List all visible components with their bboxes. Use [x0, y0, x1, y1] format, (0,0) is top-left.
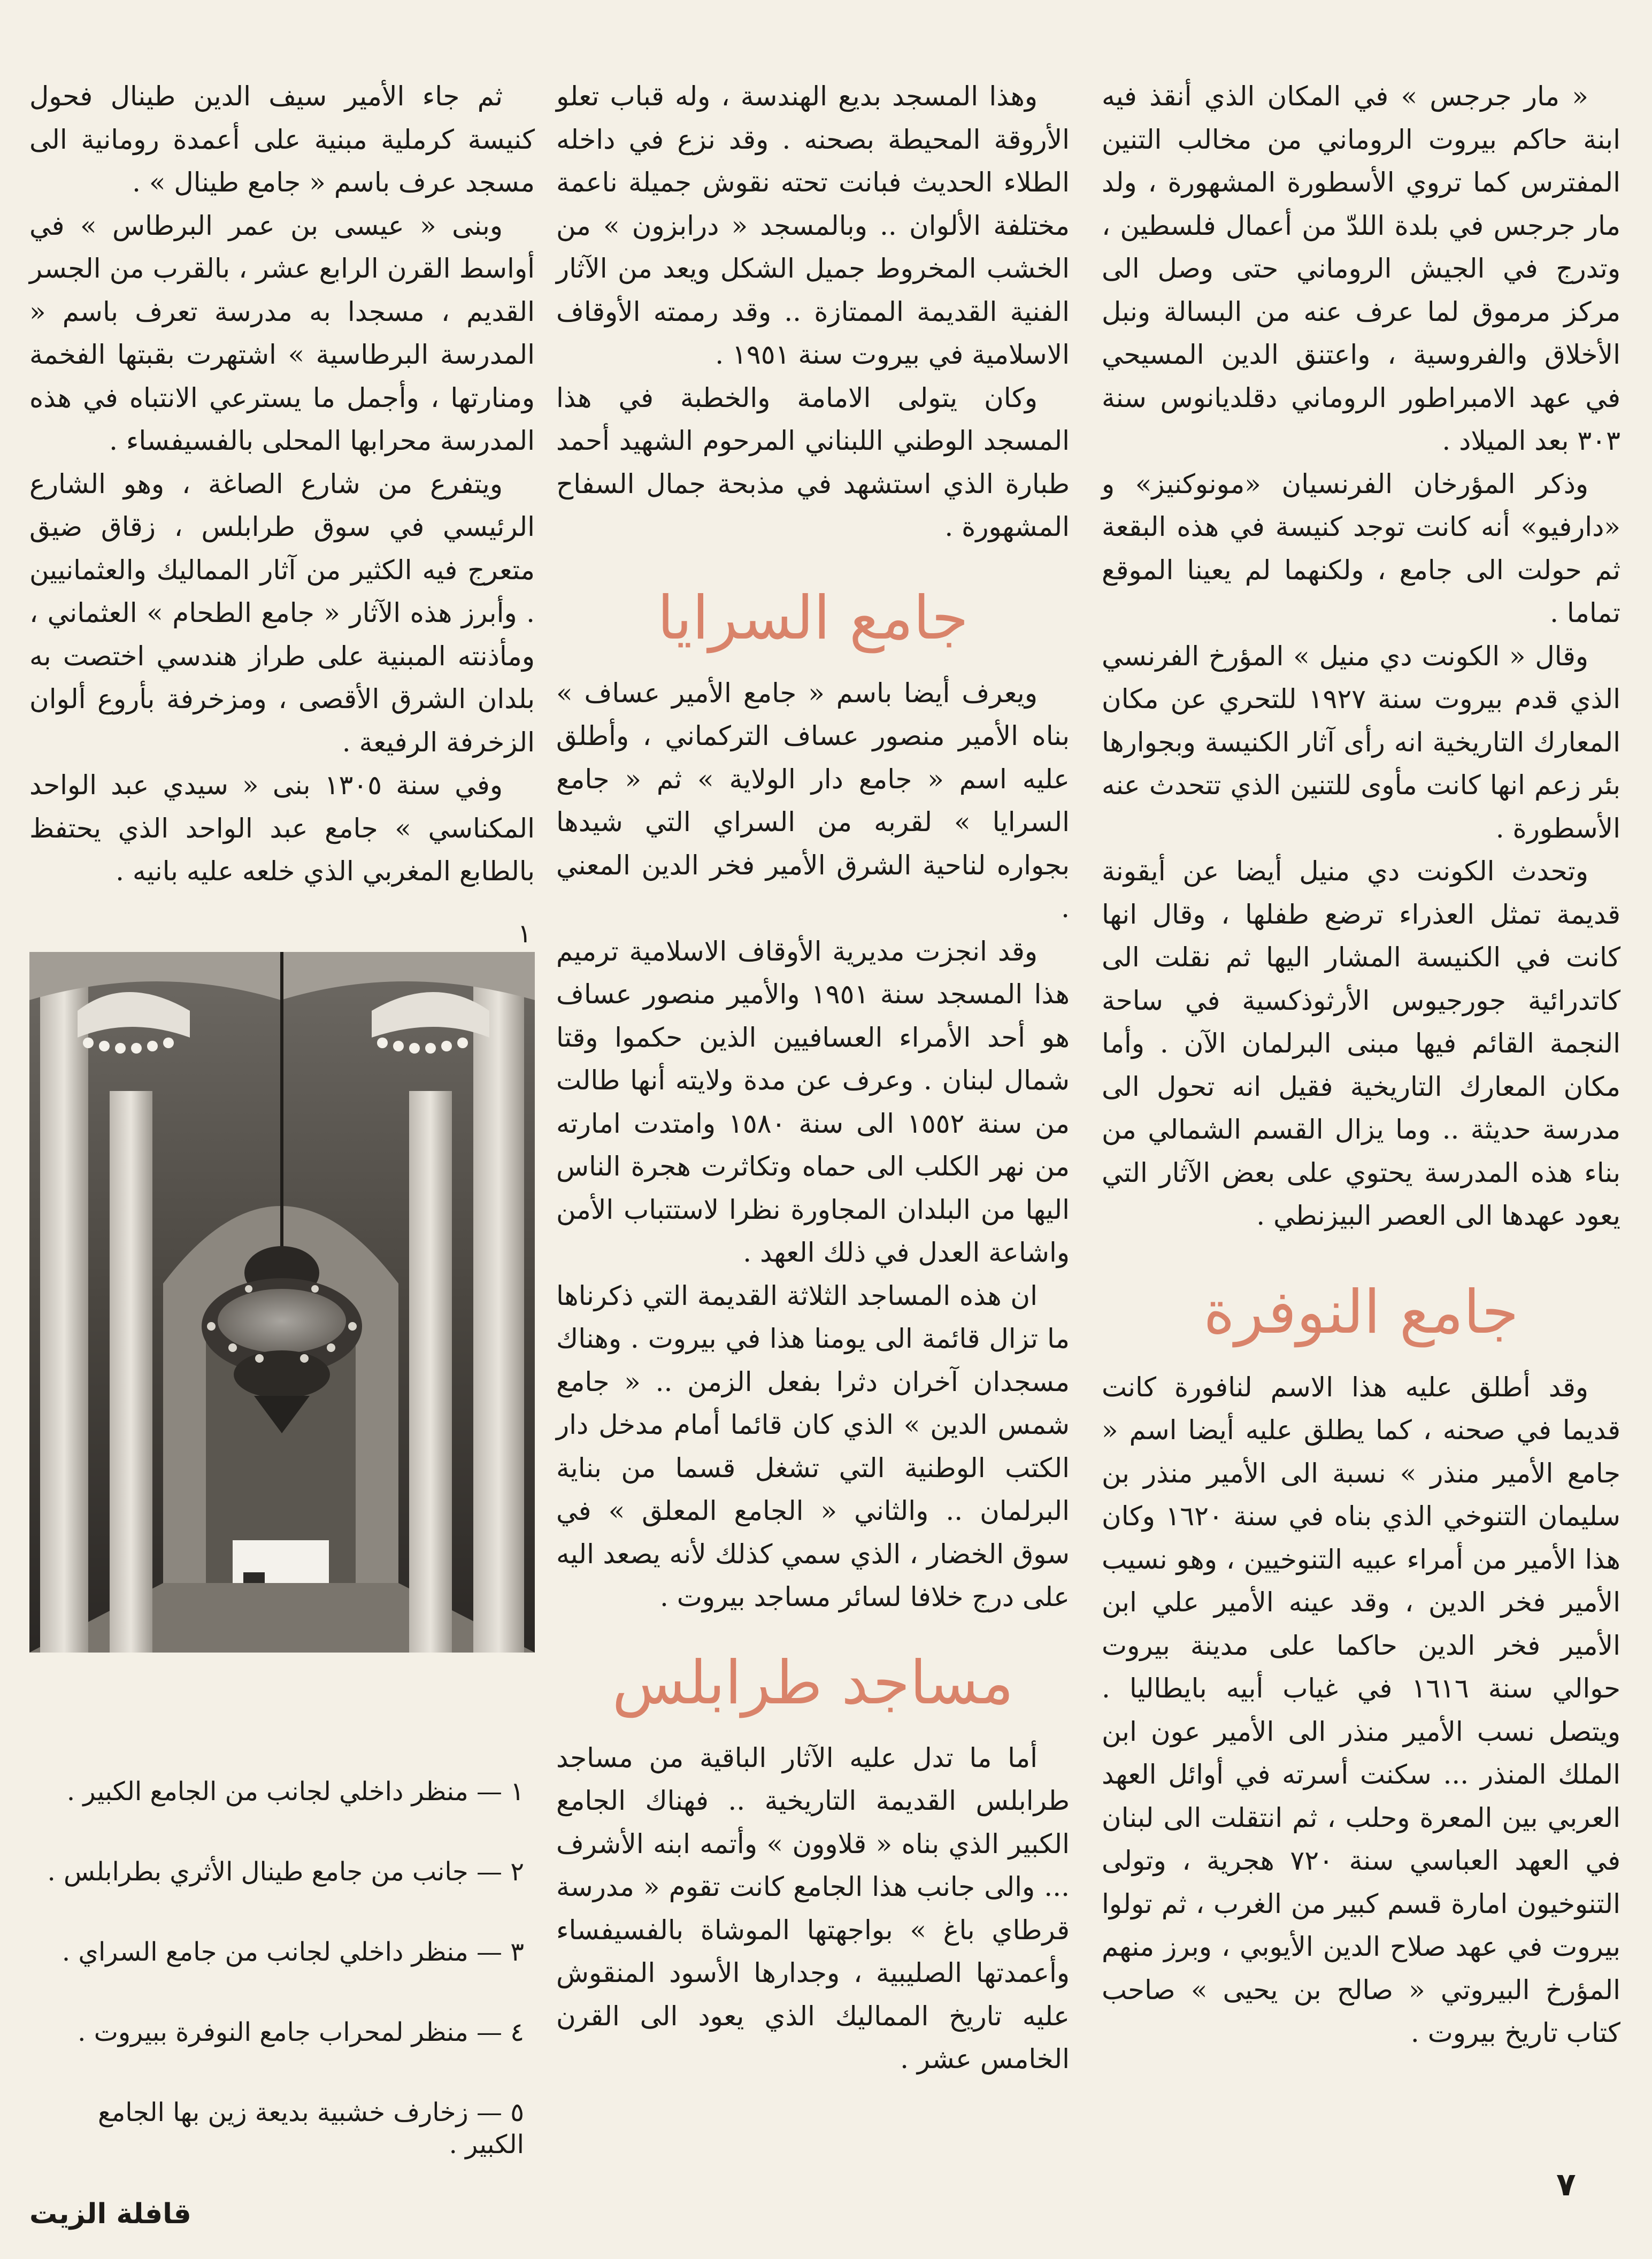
- caption: ٤ — منظر لمحراب جامع النوفرة ببيروت .: [78, 2017, 524, 2047]
- paragraph: « مار جرجس » في المكان الذي أنقذ فيه ابنة حاكم بيروت الروماني من مخالب التنين المفترس كما تروي الأسطورة المشهورة ، ولد مار جرجس في بلدة اللدّ من أعمال فلسطين ، وتدرج في الجيش الروماني حتى وصل الى مركز مرموق لما عرف عنه من البسالة ونبل الأخلاق والفروسية ، واعتنق الدين المسيحي في عهد الامبراطور الروماني دقلديانوس سنة ٣٠٣ بعد الميلاد .: [1102, 81, 1620, 456]
- mosque-interior-photo: [29, 952, 535, 1653]
- paragraph: وهذا المسجد بديع الهندسة ، وله قباب تعلو الأروقة المحيطة بصحنه . وقد نزع في داخله الطلاء الحديث فبانت تحته نقوش جميلة ناعمة مختلفة الألوان .. وبالمسجد « درابزون » من الخشب المخروط جميل الشكل ويعد من الآثار الفنية القديمة الممتازة .. وقد رممته الأوقاف الاسلامية في بيروت سنة ١٩٥١ .: [556, 81, 1070, 370]
- article-column-right: [1102, 75, 1620, 2055]
- paragraph: ويعرف أيضا باسم « جامع الأمير عساف » بناه الأمير منصور عساف التركماني ، وأطلق عليه اسم « جامع دار الولاية » ثم « جامع السرايا » لقربه من السراي التي شيدها بجواره لناحية الشرق الأمير فخر الدين المعني .: [556, 677, 1070, 924]
- photo-captions: [43, 1776, 524, 2209]
- photo-number: ١: [518, 919, 532, 949]
- page-number: ٧: [1556, 2166, 1576, 2203]
- magazine-title: قافلة الزيت: [29, 2198, 191, 2230]
- paragraph: وقد انجزت مديرية الأوقاف الاسلامية ترميم هذا المسجد سنة ١٩٥١ والأمير منصور عساف هو أحد الأمراء العسافيين الذين حكموا وقتا شمال لبنان . وعرف عن مدة ولايته أنها طالت من سنة ١٥٥٢ الى سنة ١٥٨٠ وامتدت امارته من نهر الكلب الى حماه وتكاثرت هجرة الناس اليها من البلدان المجاورة نظرا لاستتباب الأمن واشاعة العدل في ذلك العهد .: [556, 935, 1070, 1268]
- paragraph: وكان يتولى الامامة والخطبة في هذا المسجد الوطني اللبناني المرحوم الشهيد أحمد طبارة الذي استشهد في مذبحة جمال السفاح المشهورة .: [556, 382, 1070, 542]
- section-heading-tripoli: مساجد طرابلس: [612, 1648, 1014, 1718]
- paragraph: وبنى « عيسى بن عمر البرطاس » في أواسط القرن الرابع عشر ، بالقرب من الجسر القديم ، مسجدا به مدرسة تعرف باسم « المدرسة البرطاسية » اشتهرت بقبتها الفخمة ومنارتها ، وأجمل ما يسترعي الانتباه في هذه المدرسة محرابها المحلى بالفسيفساء .: [29, 210, 535, 456]
- caption: ١ — منظر داخلي لجانب من الجامع الكبير .: [66, 1777, 524, 1807]
- paragraph: أما ما تدل عليه الآثار الباقية من مساجد طرابلس القديمة التاريخية .. فهناك الجامع الكبير الذي بناه « قلاوون » وأتمه ابنه الأشرف ... والى جانب هذا الجامع كانت تقوم « مدرسة قرطاي باغ » بواجهتها الموشاة بالفسيفساء وأعمدتها الصليبية ، وجدارها الأسود المنقوش عليه تاريخ المماليك الذي يعود الى القرن الخامس عشر .: [556, 1742, 1070, 2074]
- paragraph: ان هذه المساجد الثلاثة القديمة التي ذكرناها ما تزال قائمة الى يومنا هذا في بيروت . وهناك مسجدان آخران دثرا بفعل الزمن .. « جامع شمس الدين » الذي كان قائما أمام مدخل دار الكتب الوطنية التي تشغل قسما من بناية البرلمان .. والثاني « الجامع المعلق » في سوق الخضار ، الذي سمي كذلك لأنه يصعد اليه على درج خلافا لسائر مساجد بيروت .: [556, 1280, 1070, 1612]
- paragraph: وذكر المؤرخان الفرنسيان «مونوكنيز» و «دارفيو» أنه كانت توجد كنيسة في هذه البقعة ثم حولت الى جامع ، ولكنهما لم يعينا الموقع تماما .: [1102, 468, 1620, 628]
- paragraph: ويتفرع من شارع الصاغة ، وهو الشارع الرئيسي في سوق طرابلس ، زقاق ضيق متعرج فيه الكثير من آثار المماليك والعثمانيين . وأبرز هذه الآثار « جامع الطحام » العثماني ، ومأذنته المبنية على طراز هندسي اختصت به بلدان الشرق الأقصى ، ومزخرفة بأروع ألوان الزخرفة الرفيعة .: [29, 468, 535, 758]
- paragraph: وقد أطلق عليه هذا الاسم لنافورة كانت قديما في صحنه ، كما يطلق عليه أيضا اسم « جامع الأمير منذر » نسبة الى الأمير منذر بن سليمان التنوخي الذي بناه في سنة ١٦٢٠ وكان هذا الأمير من أمراء عبيه التنوخيين ، وهو نسيب الأمير فخر الدين ، وقد عينه الأمير علي ابن الأمير فخر الدين حاكما على مدينة بيروت حوالي سنة ١٦١٦ في غياب أبيه بايطاليا . ويتصل نسب الأمير منذر الى الأمير عون ابن الملك المنذر ... سكنت أسرته في أوائل العهد العربي بين المعرة وحلب ، ثم انتقلت الى لبنان في العهد العباسي سنة ٧٢٠ هجرية ، وتولى التنوخيون امارة قسم كبير من الغرب ، ثم تولوا بيروت في عهد صلاح الدين الأيوبي ، وبرز منهم المؤرخ البيروتي « صالح بن يحيى » صاحب كتاب تاريخ بيروت .: [1102, 1371, 1621, 2048]
- article-column-middle: [556, 75, 1070, 2081]
- caption: ٢ — جانب من جامع طينال الأثري بطرابلس .: [47, 1857, 524, 1887]
- paragraph: وفي سنة ١٣٠٥ بنى « سيدي عبد الواحد المكناسي » جامع عبد الواحد الذي يحتفظ بالطابع المغربي الذي خلعه عليه بانيه .: [29, 770, 535, 887]
- paragraph: ثم جاء الأمير سيف الدين طينال فحول كنيسة كرملية مبنية على أعمدة رومانية الى مسجد عرف باسم « جامع طينال » .: [29, 81, 535, 198]
- section-heading-saraya: جامع السرايا: [657, 583, 969, 653]
- caption: ٥ — زخارف خشبية بديعة زين بها الجامع الكبير .: [97, 2097, 524, 2160]
- article-column-left: [29, 75, 535, 893]
- paragraph: وتحدث الكونت دي منيل أيضا عن أيقونة قديمة تمثل العذراء ترضع طفلها ، وقال انها كانت في الكنيسة المشار اليها ثم نقلت الى كاتدرائية جورجيوس الأرثوذكسية في ساحة النجمة القائم فيها مبنى البرلمان الآن . وأما مكان المعارك التاريخية فقيل انه تحول الى مدرسة حديثة .. وما يزال القسم الشمالي من بناء هذه المدرسة يحتوي على بعض الآثار التي يعود عهدها الى العصر البيزنطي .: [1102, 856, 1620, 1231]
- section-heading-nofara: جامع النوفرة: [1203, 1277, 1519, 1347]
- paragraph: وقال « الكونت دي منيل » المؤرخ الفرنسي الذي قدم بيروت سنة ١٩٢٧ للتحري عن مكان المعارك التاريخية انه رأى آثار الكنيسة وبجوارها بئر زعم انها كانت مأوى للتنين الذي تتحدث عنه الأسطورة .: [1102, 640, 1620, 844]
- caption: ٣ — منظر داخلي لجانب من جامع السراي .: [62, 1937, 524, 1967]
